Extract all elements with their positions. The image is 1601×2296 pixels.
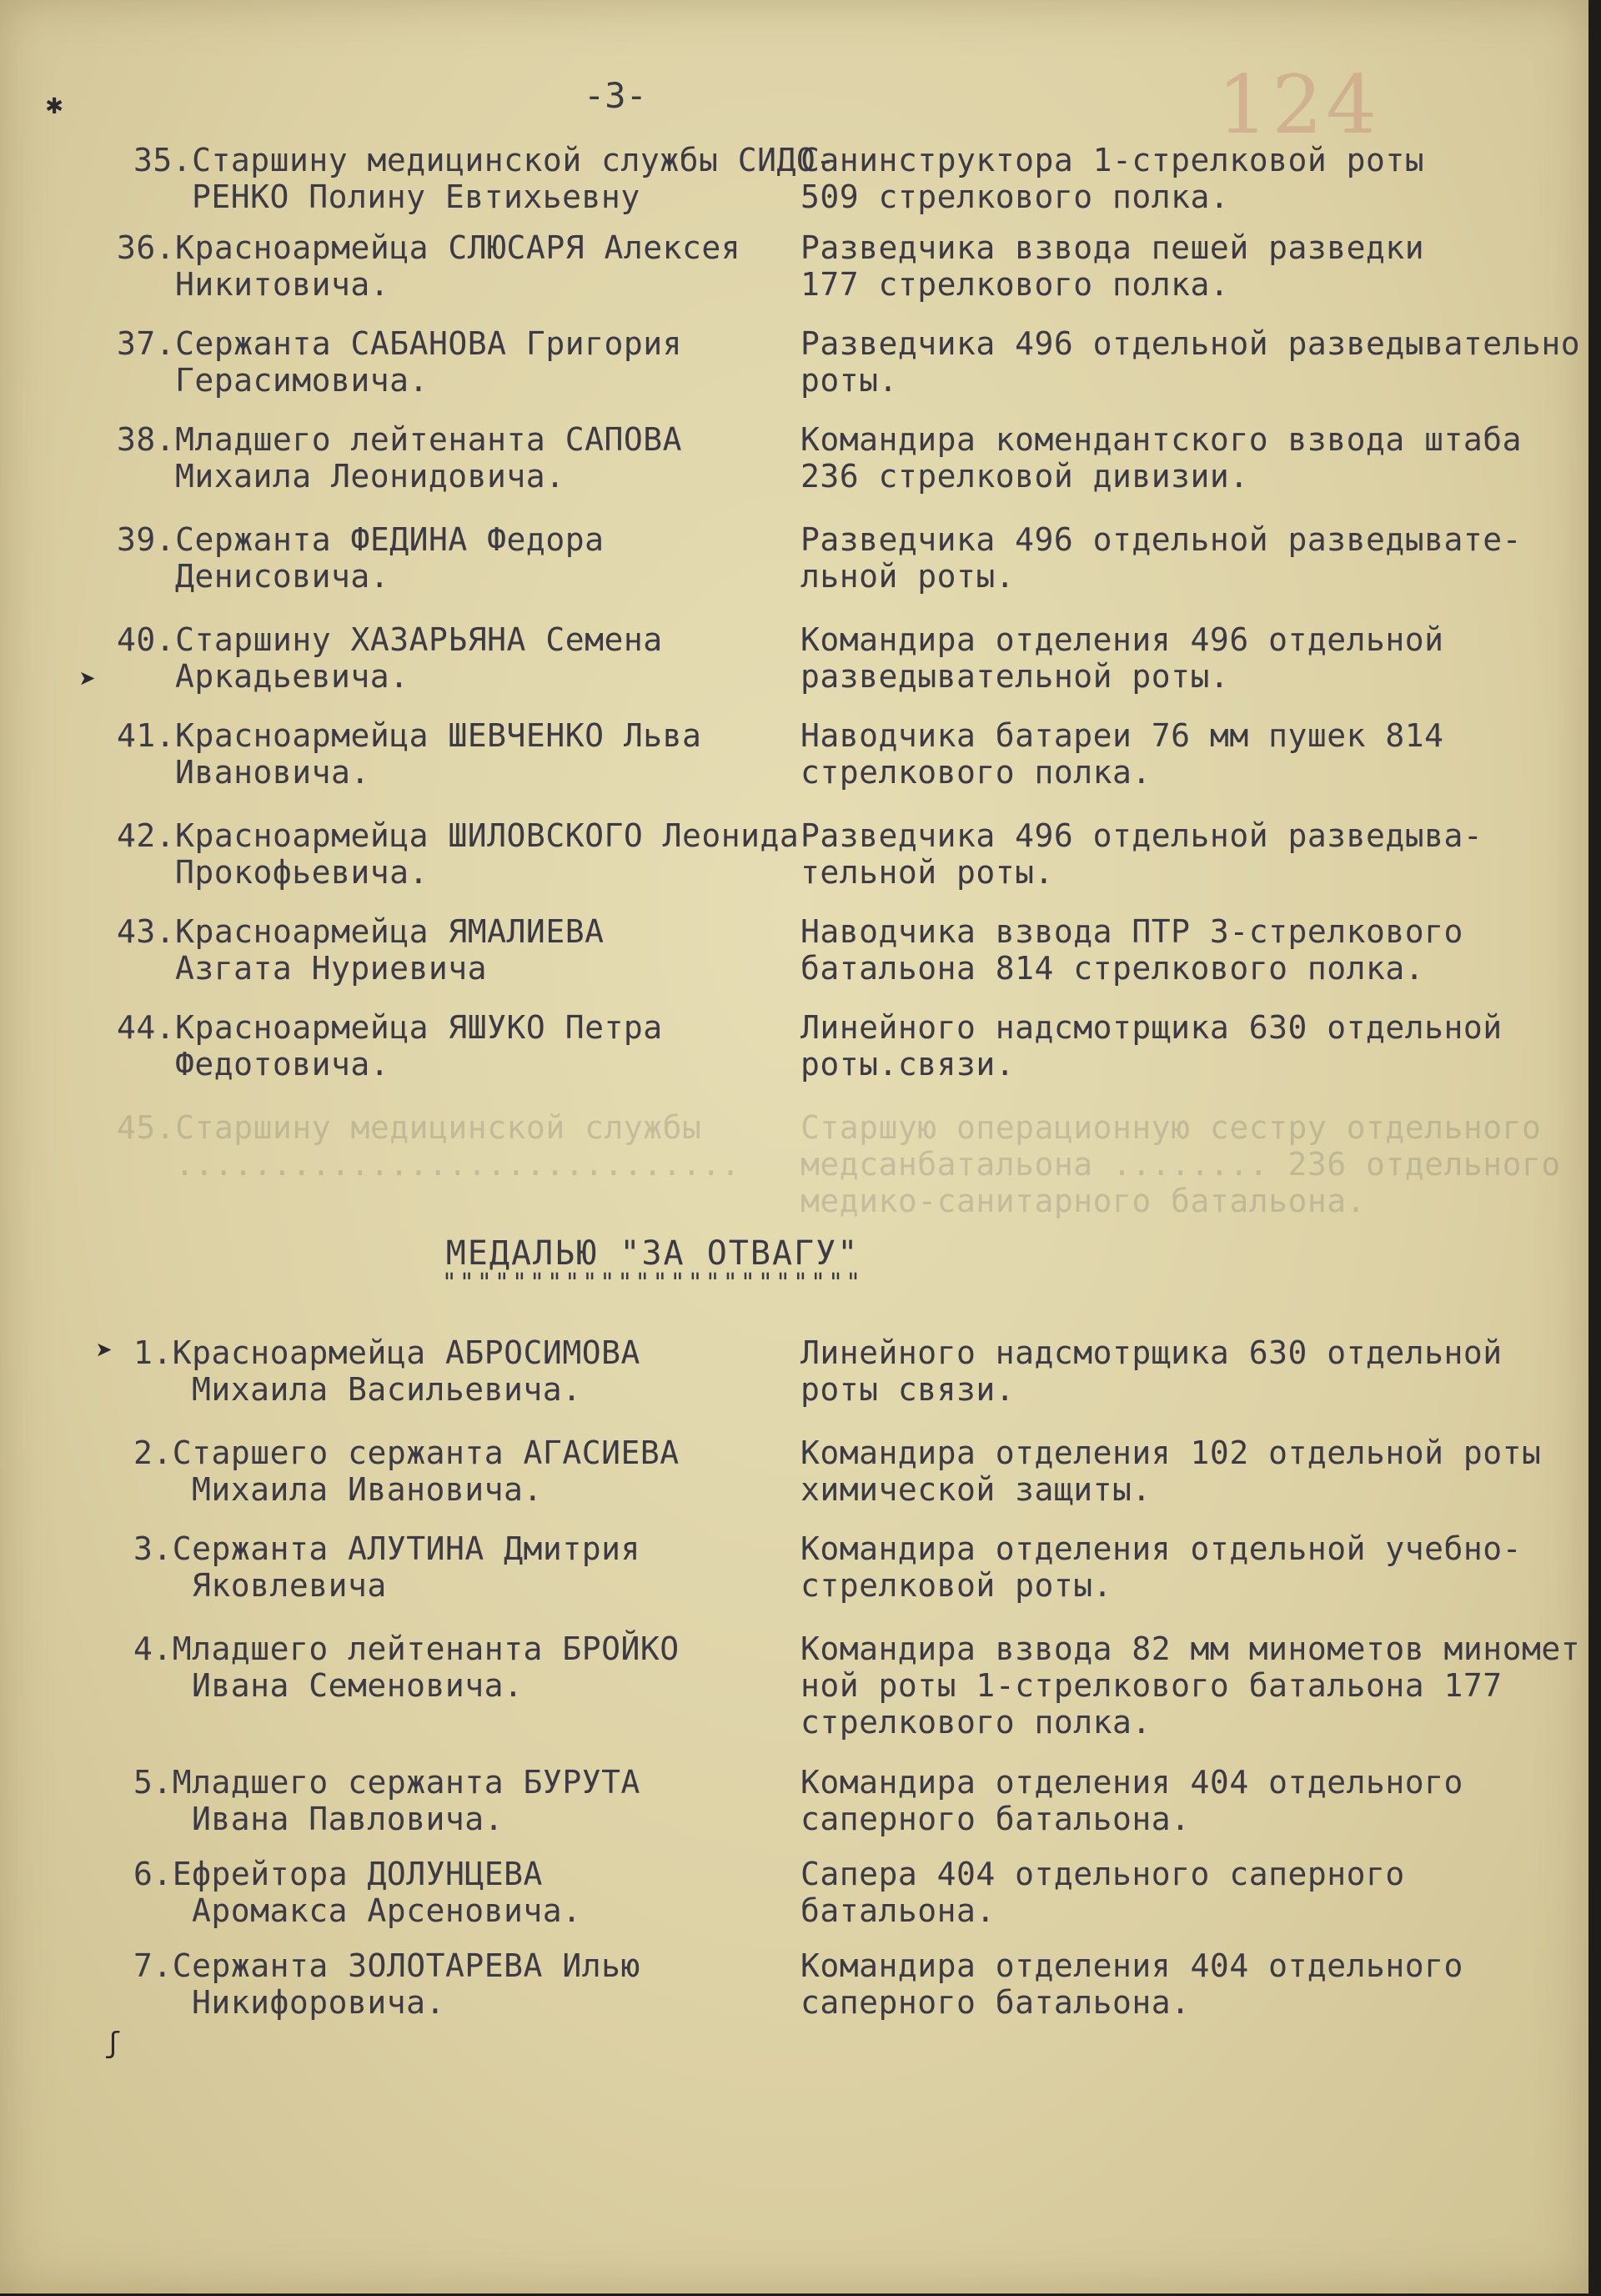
position-line: Разведчика 496 отдельной разведывательно (800, 325, 1581, 362)
recipient-name (117, 621, 842, 695)
recipient-rank-surname: 7.Сержанта ЗОЛОТАРЕВА Илью (133, 1947, 640, 1984)
recipient-position (800, 1334, 1593, 1408)
recipient-position (800, 1856, 1593, 1929)
position-line: Старшую операционную сестру отдельного (800, 1109, 1542, 1146)
section-underline: """""""""""""""""""""""" (441, 1269, 864, 1298)
recipient-name (117, 325, 842, 399)
recipient-position (800, 913, 1593, 987)
position-line: Сапера 404 отдельного саперного (800, 1856, 1405, 1892)
position-line: стрелкового полка. (800, 754, 1152, 791)
position-line: ной роты 1-стрелкового батальона 177 (800, 1667, 1503, 1704)
recipient-name (133, 1856, 859, 1929)
position-line: тельной роты. (800, 854, 1054, 891)
recipient-position (800, 621, 1593, 695)
recipient-name (133, 1764, 859, 1837)
position-line: Командира отделения 404 отдельного (800, 1947, 1463, 1984)
position-line: саперного батальона. (800, 1801, 1191, 1837)
recipient-position (800, 1009, 1593, 1083)
position-line: 177 стрелкового полка. (800, 266, 1230, 303)
recipient-name-line: Ивана Павловича. (192, 1801, 504, 1837)
recipient-rank-surname: 5.Младшего сержанта БУРУТА (133, 1764, 640, 1801)
ink-arrow-mark: ➤ (79, 663, 97, 696)
recipient-name-line: Прокофьевича. (175, 854, 429, 891)
recipient-position (800, 1530, 1593, 1604)
position-line: роты связи. (800, 1371, 1016, 1408)
position-line: Командира комендантского взвода штаба (800, 421, 1522, 458)
recipient-rank-surname: 40.Старшину ХАЗАРЬЯНА Семена (117, 621, 663, 658)
recipient-position (800, 1764, 1593, 1837)
position-line: Санинструктора 1-стрелковой роты (800, 142, 1425, 178)
recipient-position (800, 1109, 1593, 1219)
position-line: Командира отделения 102 отдельной роты (800, 1434, 1542, 1471)
recipient-position (800, 1947, 1593, 2021)
recipient-position (800, 142, 1593, 215)
position-line: Разведчика 496 отдельной разведывате- (800, 521, 1522, 558)
recipient-name-line: Ивановича. (175, 754, 370, 791)
recipient-position (800, 817, 1593, 891)
recipient-rank-surname: 6.Ефрейтора ДОЛУНЦЕВА (133, 1856, 543, 1892)
recipient-name (117, 421, 842, 495)
position-line: Разведчика взвода пешей разведки (800, 229, 1425, 266)
recipient-name-line: Федотовича. (175, 1046, 390, 1083)
recipient-name (133, 1630, 859, 1704)
recipient-position (800, 325, 1593, 399)
recipient-name (117, 913, 842, 987)
recipient-name-line: Герасимовича. (175, 362, 429, 399)
recipient-position (800, 1434, 1593, 1508)
recipient-rank-surname: 1.Красноармейца АБРОСИМОВА (133, 1334, 640, 1371)
recipient-rank-surname: 4.Младшего лейтенанта БРОЙКО (133, 1630, 680, 1667)
recipient-name-line: Аркадьевича. (175, 658, 409, 695)
ink-scribble-mark: ʃ (104, 2027, 122, 2060)
position-line: роты.связи. (800, 1046, 1016, 1083)
recipient-rank-surname: 38.Младшего лейтенанта САПОВА (117, 421, 682, 458)
archive-stamp-number: 124 (1217, 58, 1381, 152)
recipient-name-line: Яковлевича (192, 1567, 387, 1604)
recipient-name (117, 521, 842, 595)
recipient-position (800, 717, 1593, 791)
recipient-name (117, 229, 842, 303)
position-line: льной роты. (800, 558, 1016, 595)
recipient-rank-surname: 41.Красноармейца ШЕВЧЕНКО Льва (117, 717, 702, 754)
recipient-name-line: ............................. (175, 1146, 740, 1183)
position-line: саперного батальона. (800, 1984, 1191, 2021)
recipient-name (133, 1947, 859, 2021)
position-line: Наводчика батареи 76 мм пушек 814 (800, 717, 1444, 754)
recipient-name-line: Михаила Леонидовича. (175, 458, 565, 495)
position-line: Линейного надсмотрщика 630 отдельной (800, 1334, 1503, 1371)
recipient-name (133, 142, 859, 215)
position-line: Командира взвода 82 мм минометов миномет (800, 1630, 1581, 1667)
recipient-name-line: Михаила Ивановича. (192, 1471, 543, 1508)
recipient-name (133, 1530, 859, 1604)
recipient-name-line: Никитовича. (175, 266, 390, 303)
recipient-position (800, 421, 1593, 495)
position-line: 509 стрелкового полка. (800, 178, 1230, 215)
recipient-position (800, 229, 1593, 303)
recipient-name-line: Никифоровича. (192, 1984, 445, 2021)
recipient-name (117, 817, 842, 891)
position-line: разведывательной роты. (800, 658, 1230, 695)
position-line: роты. (800, 362, 898, 399)
recipient-name-line: Михаила Васильевича. (192, 1371, 582, 1408)
position-line: Наводчика взвода ПТР 3-стрелкового (800, 913, 1463, 950)
recipient-name-line: Аромакса Арсеновича. (192, 1892, 582, 1929)
recipient-position (800, 521, 1593, 595)
position-line: батальона 814 стрелкового полка. (800, 950, 1425, 987)
recipient-name-line: Азгата Нуриевича (175, 950, 488, 987)
page-number: -3- (584, 75, 647, 116)
position-line: химической защиты. (800, 1471, 1152, 1508)
position-line: Командира отделения отдельной учебно- (800, 1530, 1522, 1567)
section-title: МЕДАЛЬЮ "ЗА ОТВАГУ" (445, 1234, 860, 1273)
position-line: Линейного надсмотрщика 630 отдельной (800, 1009, 1503, 1046)
recipient-rank-surname: 43.Красноармейца ЯМАЛИЕВА (117, 913, 605, 950)
recipient-rank-surname: 42.Красноармейца ШИЛОВСКОГО Леонида (117, 817, 800, 854)
position-line: стрелкового полка. (800, 1704, 1152, 1741)
recipient-name (117, 1109, 842, 1183)
recipient-name (133, 1334, 859, 1408)
recipient-position (800, 1630, 1593, 1741)
position-line: Разведчика 496 отдельной разведыва- (800, 817, 1483, 854)
recipient-name-line: РЕНКО Полину Евтихьевну (192, 178, 640, 215)
recipient-name-line: 45.Старшину медицинской службы (117, 1109, 702, 1146)
position-line: стрелковой роты. (800, 1567, 1113, 1604)
position-line: Командира отделения 496 отдельной (800, 621, 1444, 658)
recipient-rank-surname: 3.Сержанта АЛУТИНА Дмитрия (133, 1530, 640, 1567)
recipient-name-line: Денисовича. (175, 558, 390, 595)
position-line: батальона. (800, 1892, 996, 1929)
recipient-name (117, 717, 842, 791)
recipient-rank-surname: 44.Красноармейца ЯШУКО Петра (117, 1009, 663, 1046)
recipient-rank-surname: 39.Сержанта ФЕДИНА Федора (117, 521, 605, 558)
position-line: медсанбатальона ........ 236 отдельного (800, 1146, 1561, 1183)
recipient-name (117, 1009, 842, 1083)
position-line: Командира отделения 404 отдельного (800, 1764, 1463, 1801)
ink-blot-mark: ✱ (46, 88, 63, 121)
position-line: 236 стрелковой дивизии. (800, 458, 1249, 495)
position-line: медико-санитарного батальона. (800, 1183, 1366, 1219)
section-heading (0, 1234, 1588, 1298)
recipient-name-line: Ивана Семеновича. (192, 1667, 524, 1704)
recipient-rank-surname: 37.Сержанта САБАНОВА Григория (117, 325, 682, 362)
recipient-rank-surname: 35.Старшину медицинской службы СИДО- (133, 142, 836, 178)
recipient-rank-surname: 2.Старшего сержанта АГАСИЕВА (133, 1434, 680, 1471)
recipient-rank-surname: 36.Красноармейца СЛЮСАРЯ Алексея (117, 229, 741, 266)
recipient-name (133, 1434, 859, 1508)
ink-arrow-mark: ➤ (96, 1334, 113, 1368)
